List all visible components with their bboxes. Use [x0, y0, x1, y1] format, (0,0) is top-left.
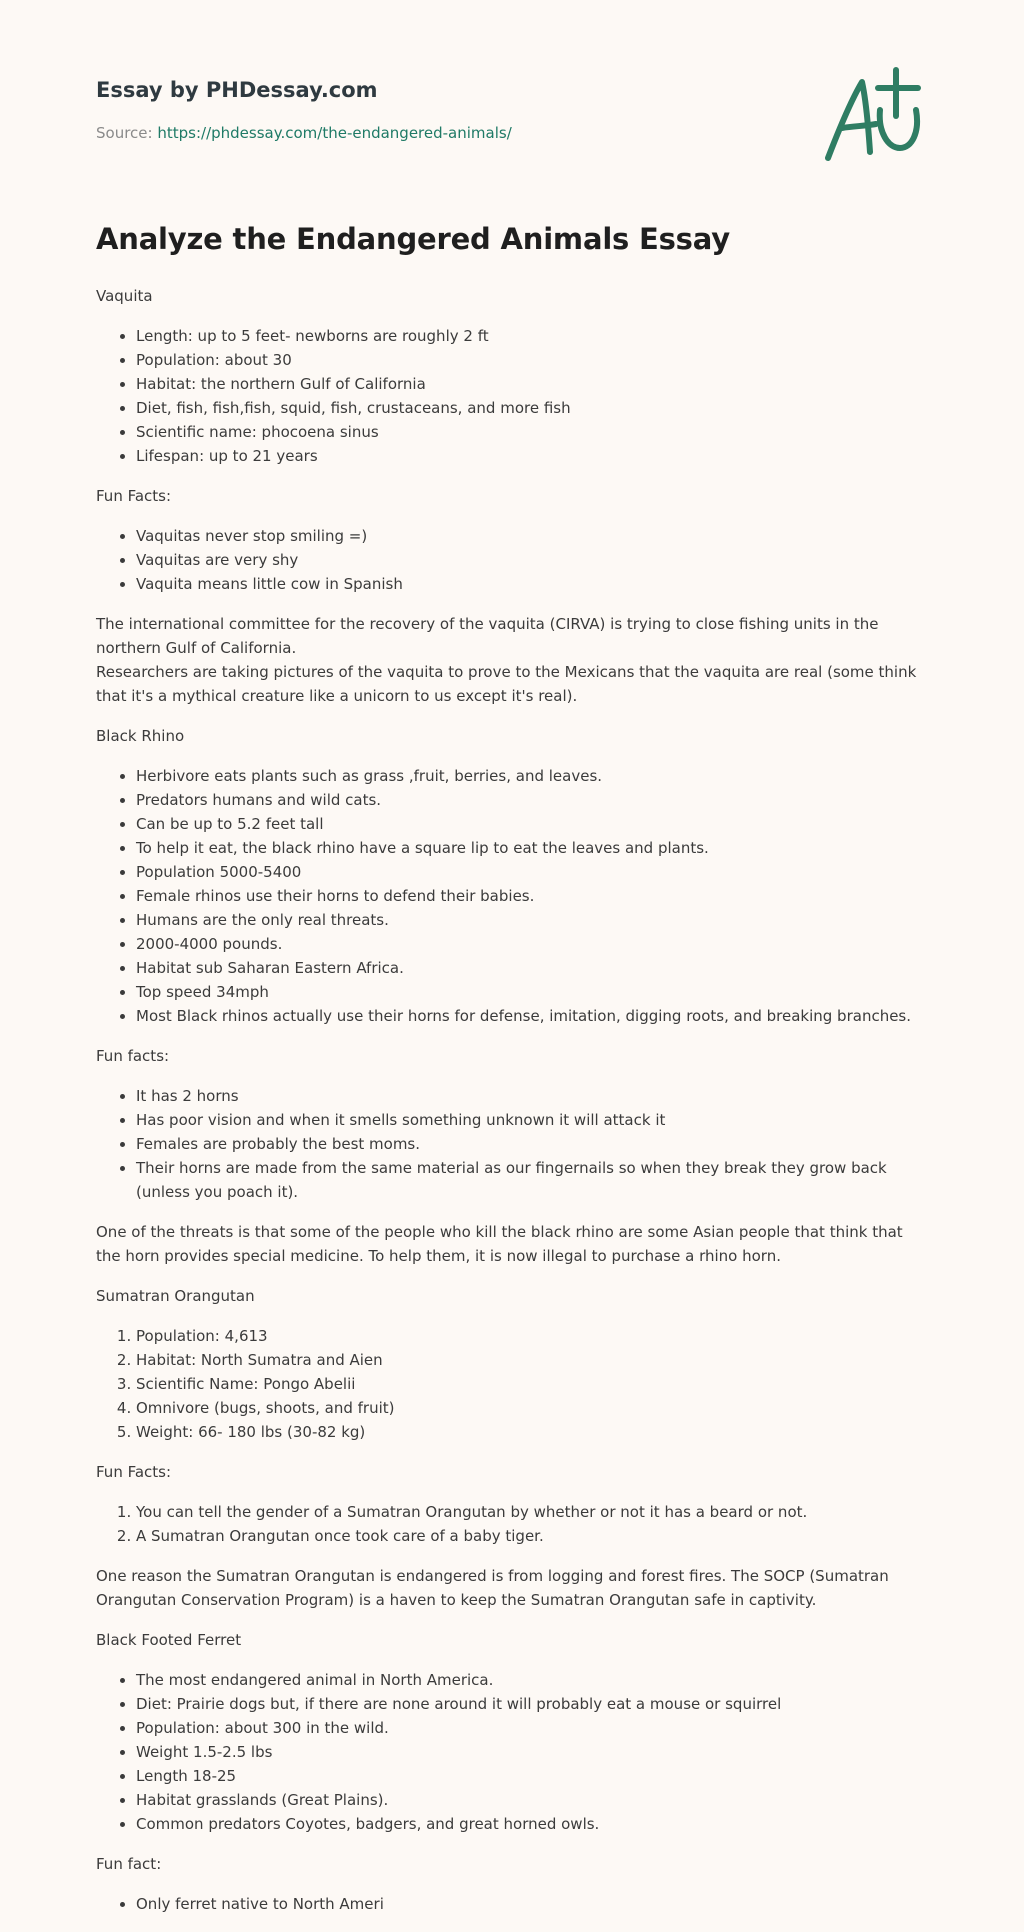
vaquita-paragraph [96, 612, 931, 708]
list-item: • Diet: Prairie dogs but, if there are none around it will probably eat a mouse or squirrel [136, 1692, 931, 1716]
list-item: • Scientific name: phocoena sinus [136, 420, 931, 444]
list-item: 4. Omnivore (bugs, shoots, and fruit) [136, 1396, 931, 1420]
vaquita-facts-list [96, 324, 931, 468]
list-item: • Weight 1.5-2.5 lbs [136, 1740, 931, 1764]
list-item: • Habitat grasslands (Great Plains). [136, 1788, 931, 1812]
section-heading-black-rhino: Black Rhino [96, 727, 185, 745]
list-item: 2. Habitat: North Sumatra and Aien [136, 1348, 931, 1372]
list-item: 1. Population: 4,613 [136, 1324, 931, 1348]
rhino-paragraph: One of the threats is that some of the people who kill the black rhino are some Asian people that think that the horn provides special medicine. To help them, it is now illegal to purchase a rhino horn. [96, 1223, 903, 1265]
ferret-fun-facts-list [96, 1892, 931, 1916]
list-item: 3. Scientific Name: Pongo Abelii [136, 1372, 931, 1396]
article-body [96, 284, 931, 1932]
section-heading-black-footed-ferret: Black Footed Ferret [96, 1631, 242, 1649]
list-item: • Their horns are made from the same material as our fingernails so when they break they grow back (unless you poach it). [136, 1156, 931, 1204]
list-item: • Habitat sub Saharan Eastern Africa. [136, 956, 931, 980]
source-label: Source: [96, 124, 153, 142]
orangutan-fun-facts-list [96, 1500, 931, 1548]
list-item: • Length 18-25 [136, 1764, 931, 1788]
fun-facts-heading-orangutan: Fun Facts: [96, 1463, 172, 1481]
list-item: • Vaquitas are very shy [136, 548, 931, 572]
list-item: 5. Weight: 66- 180 lbs (30-82 kg) [136, 1420, 931, 1444]
page-title: Analyze the Endangered Animals Essay [96, 222, 730, 256]
section-heading-sumatran-orangutan: Sumatran Orangutan [96, 1287, 255, 1305]
header [96, 72, 512, 142]
list-item: 1. You can tell the gender of a Sumatran Orangutan by whether or not it has a beard or not. [136, 1500, 931, 1524]
list-item: • Females are probably the best moms. [136, 1132, 931, 1156]
site-brand: Essay by PHDessay.com [96, 78, 378, 102]
vaquita-fun-facts-list [96, 524, 931, 596]
list-item: • Only ferret native to North Ameri [136, 1892, 931, 1916]
list-item: • It has 2 horns [136, 1084, 931, 1108]
list-item: • Lifespan: up to 21 years [136, 444, 931, 468]
list-item: • 2000-4000 pounds. [136, 932, 931, 956]
list-item: • Length: up to 5 feet- newborns are roughly 2 ft [136, 324, 931, 348]
list-item: • Can be up to 5.2 feet tall [136, 812, 931, 836]
source-line [96, 124, 512, 142]
section-heading-vaquita: Vaquita [96, 287, 153, 305]
ferret-facts-list [96, 1668, 931, 1836]
fun-facts-heading-vaquita: Fun Facts: [96, 487, 172, 505]
list-item: 2. A Sumatran Orangutan once took care of a baby tiger. [136, 1524, 931, 1548]
list-item: • Population: about 30 [136, 348, 931, 372]
vaquita-paragraph-line-2: Researchers are taking pictures of the vaquita to prove to the Mexicans that the vaquita are real (some think that it's a mythical creature like a unicorn to us except it's real). [96, 663, 917, 705]
list-item: • Top speed 34mph [136, 980, 931, 1004]
list-item: • The most endangered animal in North America. [136, 1668, 931, 1692]
list-item: • Has poor vision and when it smells something unknown it will attack it [136, 1108, 931, 1132]
vaquita-paragraph-line-1: The international committee for the recovery of the vaquita (CIRVA) is trying to close fishing units in the northern Gulf of California. [96, 615, 879, 657]
list-item: • Herbivore eats plants such as grass ,fruit, berries, and leaves. [136, 764, 931, 788]
rhino-fun-facts-list [96, 1084, 931, 1204]
list-item: • Habitat: the northern Gulf of California [136, 372, 931, 396]
orangutan-paragraph: One reason the Sumatran Orangutan is endangered is from logging and forest fires. The SOCP (Sumatran Orangutan Conservation Program) is a haven to keep the Sumatran Orangutan safe in captivity. [96, 1567, 889, 1609]
list-item: • Vaquita means little cow in Spanish [136, 572, 931, 596]
list-item: • Diet, fish, fish,fish, squid, fish, crustaceans, and more fish [136, 396, 931, 420]
orangutan-facts-list [96, 1324, 931, 1444]
list-item: • Population: about 300 in the wild. [136, 1716, 931, 1740]
source-link[interactable]: https://phdessay.com/the-endangered-animals/ [157, 124, 512, 142]
list-item: • Most Black rhinos actually use their horns for defense, imitation, digging roots, and breaking branches. [136, 1004, 931, 1028]
rhino-facts-list [96, 764, 931, 1028]
list-item: • Female rhinos use their horns to defend their babies. [136, 884, 931, 908]
list-item: • Population 5000-5400 [136, 860, 931, 884]
fun-fact-heading-ferret: Fun fact: [96, 1855, 162, 1873]
list-item: • Vaquitas never stop smiling =) [136, 524, 931, 548]
a-plus-logo-icon [820, 66, 932, 166]
list-item: • Humans are the only real threats. [136, 908, 931, 932]
list-item: • Common predators Coyotes, badgers, and great horned owls. [136, 1812, 931, 1836]
fun-facts-heading-rhino: Fun facts: [96, 1047, 170, 1065]
list-item: • Predators humans and wild cats. [136, 788, 931, 812]
list-item: • To help it eat, the black rhino have a square lip to eat the leaves and plants. [136, 836, 931, 860]
